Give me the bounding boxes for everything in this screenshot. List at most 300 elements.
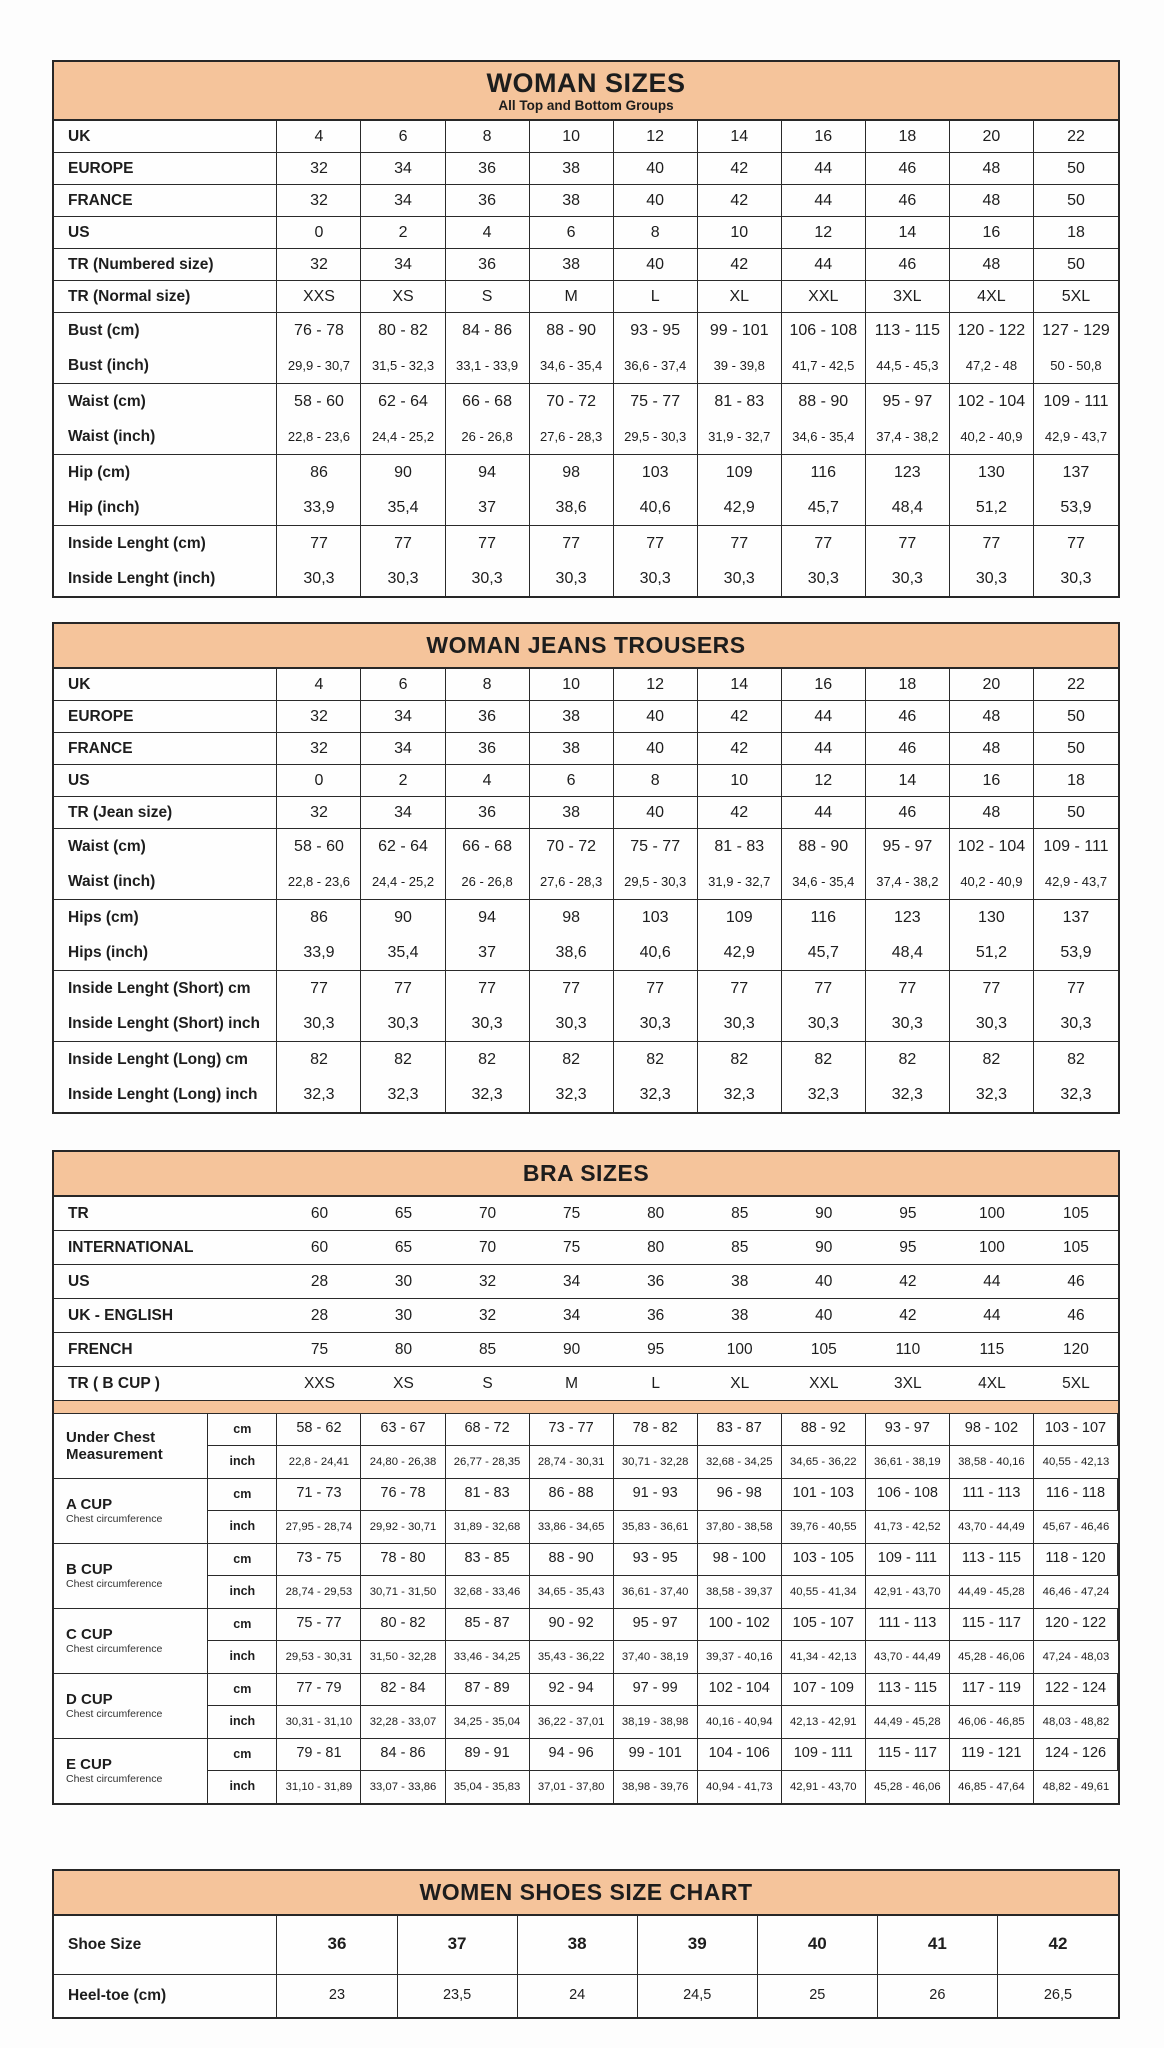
size-value: 109 - 111 [1043, 837, 1109, 855]
size-value: 40 [614, 797, 698, 828]
size-value: 38 [530, 249, 614, 280]
inch-value: 40,55 - 41,34 [782, 1576, 866, 1608]
size-value: 109 - 111 [1043, 393, 1109, 411]
inch-value: 31,10 - 31,89 [277, 1771, 361, 1803]
size-row [54, 217, 1118, 248]
size-value: 39 - 39,8 [698, 348, 782, 383]
size-value: XXS [277, 281, 361, 312]
size-value: 10 [698, 765, 782, 796]
size-value: 77 [277, 971, 361, 1006]
row-group [54, 829, 1118, 900]
size-value: 95 [899, 1204, 917, 1222]
cm-value: 116 - 118 [1034, 1479, 1118, 1511]
inch-value: 32,28 - 33,07 [361, 1706, 445, 1738]
measurement-label [54, 1414, 208, 1478]
size-value: 30,3 [782, 1006, 866, 1041]
size-value: 77 [698, 971, 782, 1006]
size-row [54, 935, 1118, 970]
table-woman-jeans-trousers [52, 622, 1120, 1114]
row-group [54, 1916, 1118, 1975]
size-value: 99 - 101 [698, 313, 782, 348]
size-value: 103 [614, 900, 698, 935]
row-group [54, 701, 1118, 733]
size-value: 33,9 [277, 490, 361, 525]
row-group [54, 153, 1118, 185]
size-value: 33,9 [277, 935, 361, 970]
size-value: 30,3 [866, 1006, 950, 1041]
size-value: 82 [1067, 1050, 1085, 1068]
cm-value: 117 - 119 [950, 1674, 1034, 1706]
measurement-label [54, 1479, 208, 1543]
size-value: 66 - 68 [446, 829, 530, 864]
size-value: 38 [731, 1306, 749, 1324]
size-value: 86 [277, 455, 361, 490]
size-value: 16 [950, 765, 1034, 796]
size-value: 77 [866, 971, 950, 1006]
size-value: 45,7 [782, 490, 866, 525]
size-value: 14 [866, 217, 950, 248]
inch-value: 37,80 - 38,58 [698, 1511, 782, 1543]
size-value: 80 [647, 1238, 665, 1256]
size-value: 24,4 - 25,2 [361, 864, 445, 899]
size-value: 62 - 64 [361, 384, 445, 419]
measurement-name: B CUP [66, 1561, 113, 1579]
size-value: 32,3 [866, 1077, 950, 1112]
unit-inch-label: inch [208, 1771, 277, 1803]
cm-value: 73 - 77 [530, 1414, 614, 1446]
size-value: 77 [361, 971, 445, 1006]
cm-value: 109 - 111 [866, 1544, 950, 1576]
inch-value: 42,13 - 42,91 [782, 1706, 866, 1738]
inch-value: 30,71 - 31,50 [361, 1576, 445, 1608]
size-value: 37,4 - 38,2 [866, 419, 950, 454]
row-label: US [68, 1272, 90, 1290]
inch-value: 38,98 - 39,76 [614, 1771, 698, 1803]
row-group [54, 281, 1118, 313]
size-value: 32,3 [1060, 1085, 1092, 1103]
size-value: 70 [478, 1238, 497, 1256]
row-label: Bust (inch) [54, 348, 277, 383]
cm-value: 104 - 106 [698, 1739, 782, 1771]
inch-value: 28,74 - 29,53 [277, 1576, 361, 1608]
row-label: EUROPE [54, 701, 277, 732]
size-value: 30,3 [950, 561, 1034, 596]
size-value: 32,3 [950, 1077, 1034, 1112]
size-value: 36 [647, 1272, 665, 1290]
size-value: 75 - 77 [614, 829, 698, 864]
row-group [54, 971, 1118, 1042]
size-value: 90 [815, 1204, 833, 1222]
measurement-name: Under Chest Measurement [66, 1428, 163, 1463]
size-value: 30,3 [698, 1006, 782, 1041]
cm-value: 95 - 97 [614, 1609, 698, 1641]
row-label: TR (Jean size) [54, 797, 277, 828]
size-value: 40,2 - 40,9 [950, 864, 1034, 899]
size-value: 18 [866, 121, 950, 152]
size-value: 4XL [978, 1374, 1006, 1392]
size-value: 26 [878, 1975, 998, 2017]
size-value: 14 [866, 765, 950, 796]
size-value: XXS [303, 1374, 335, 1392]
size-value: 98 [530, 455, 614, 490]
size-value: 77 [277, 526, 361, 561]
size-value: 109 [698, 900, 782, 935]
inch-value: 35,43 - 36,22 [530, 1641, 614, 1673]
size-value: 48 [950, 733, 1034, 764]
size-value: 29,9 - 30,7 [277, 348, 361, 383]
size-value: 77 [698, 526, 782, 561]
size-value: 46 [1067, 1272, 1085, 1290]
inch-value: 31,89 - 32,68 [446, 1511, 530, 1543]
size-value: 35,4 [361, 935, 445, 970]
size-value: 37 [446, 490, 530, 525]
cm-value: 115 - 117 [866, 1739, 950, 1771]
size-value: 53,9 [1060, 499, 1092, 517]
bra-standard-row [54, 1231, 1118, 1265]
size-value: 28 [310, 1306, 329, 1324]
row-label: Waist (cm) [54, 384, 277, 419]
cm-value: 78 - 82 [614, 1414, 698, 1446]
size-value: 94 [446, 455, 530, 490]
row-label: TR (Numbered size) [54, 249, 277, 280]
size-value: 53,9 [1060, 943, 1092, 961]
size-value: 77 [950, 971, 1034, 1006]
inch-value: 33,86 - 34,65 [530, 1511, 614, 1543]
size-row [54, 121, 1118, 152]
row-label: TR (Normal size) [54, 281, 277, 312]
row-label: INTERNATIONAL [68, 1238, 194, 1256]
bra-header [54, 1152, 1118, 1197]
size-value: 137 [1062, 464, 1090, 482]
cm-value: 111 - 113 [866, 1609, 950, 1641]
size-value: 46 [866, 153, 950, 184]
size-value: 6 [530, 765, 614, 796]
size-value: 38 [731, 1272, 749, 1290]
unit-inch-label: inch [208, 1576, 277, 1608]
size-value: 24,5 [638, 1975, 758, 2017]
row-label: Inside Lenght (cm) [54, 526, 277, 561]
cm-value: 87 - 89 [446, 1674, 530, 1706]
row-label: TR ( B CUP ) [68, 1374, 160, 1392]
size-value: 109 [698, 455, 782, 490]
size-value: 40,6 [614, 935, 698, 970]
cm-value: 85 - 87 [446, 1609, 530, 1641]
size-value: 10 [698, 217, 782, 248]
size-value: 90 [563, 1340, 581, 1358]
size-row [54, 1006, 1118, 1041]
size-value: 90 [361, 900, 445, 935]
bra-body [54, 1197, 1118, 1803]
size-value: 34,6 - 35,4 [530, 348, 614, 383]
row-group [54, 797, 1118, 829]
size-value: 42 [698, 153, 782, 184]
size-value: 130 [950, 455, 1034, 490]
row-label: Hip (cm) [54, 455, 277, 490]
size-value: 42,9 - 43,7 [1044, 873, 1108, 889]
size-row [54, 864, 1118, 899]
inch-value: 24,80 - 26,38 [361, 1446, 445, 1478]
size-value: 77 [530, 971, 614, 1006]
inch-value: 40,55 - 42,13 [1042, 1455, 1110, 1468]
size-value: 77 [361, 526, 445, 561]
inch-value: 47,24 - 48,03 [1042, 1650, 1110, 1663]
row-group [54, 217, 1118, 249]
size-value: 88 - 90 [530, 313, 614, 348]
cm-value: 93 - 97 [866, 1414, 950, 1446]
size-value: 30 [394, 1272, 413, 1290]
size-value: 36 [446, 249, 530, 280]
inch-value: 36,61 - 37,40 [614, 1576, 698, 1608]
cm-value: 119 - 121 [950, 1739, 1034, 1771]
size-value: 40 [614, 249, 698, 280]
size-value: 51,2 [950, 490, 1034, 525]
size-value: 95 - 97 [866, 384, 950, 419]
size-value: 103 [614, 455, 698, 490]
size-value: 4 [446, 765, 530, 796]
row-label: Inside Lenght (Long) inch [54, 1077, 277, 1112]
row-label: TR [68, 1204, 89, 1222]
size-value: 58 - 60 [277, 829, 361, 864]
section-separator [54, 1401, 1118, 1414]
size-value: 5XL [1062, 1374, 1090, 1392]
size-value: 48 [950, 249, 1034, 280]
size-value: 40,6 [614, 490, 698, 525]
size-value: 80 - 82 [361, 313, 445, 348]
measurement-name: D CUP [66, 1691, 113, 1709]
woman-sizes-body [54, 121, 1118, 596]
inch-value: 29,53 - 30,31 [277, 1641, 361, 1673]
inch-value: 43,70 - 44,49 [950, 1511, 1034, 1543]
row-label: FRANCE [54, 185, 277, 216]
cm-value: 101 - 103 [782, 1479, 866, 1511]
size-value: 27,6 - 28,3 [530, 419, 614, 454]
measurement-groups [54, 1414, 1118, 1803]
cm-value: 113 - 115 [950, 1544, 1034, 1576]
size-value: 90 [361, 455, 445, 490]
size-value: 34 [361, 185, 445, 216]
size-value: 38 [530, 185, 614, 216]
size-value: 30,3 [1060, 570, 1092, 588]
inch-value: 40,16 - 40,94 [698, 1706, 782, 1738]
size-row [54, 669, 1118, 700]
size-value: 36 [446, 185, 530, 216]
shoes-header [54, 1871, 1118, 1916]
size-value: 22 [1067, 675, 1085, 693]
size-value: 30,3 [530, 561, 614, 596]
cm-value: 100 - 102 [698, 1609, 782, 1641]
cm-value: 96 - 98 [698, 1479, 782, 1511]
size-value: 23,5 [398, 1975, 518, 2017]
size-value: 50 [1067, 803, 1085, 821]
cm-value: 89 - 91 [446, 1739, 530, 1771]
size-value: 40 [815, 1272, 833, 1290]
size-value: 48,4 [866, 935, 950, 970]
size-value: 30,3 [698, 561, 782, 596]
row-label: UK - ENGLISH [68, 1306, 174, 1324]
size-value: 82 [277, 1042, 361, 1077]
size-value: 34,6 - 35,4 [782, 864, 866, 899]
size-value: 44,5 - 45,3 [866, 348, 950, 383]
cm-value: 76 - 78 [361, 1479, 445, 1511]
size-value: 127 - 129 [1042, 322, 1110, 340]
cm-value: 120 - 122 [1034, 1609, 1118, 1641]
size-value: 82 [782, 1042, 866, 1077]
size-value: 32 [277, 797, 361, 828]
size-value: 76 - 78 [277, 313, 361, 348]
size-value: 42,9 [698, 935, 782, 970]
size-value: 82 [698, 1042, 782, 1077]
size-value: 42,9 - 43,7 [1044, 428, 1108, 444]
measurement-group [54, 1544, 1118, 1609]
cm-value: 58 - 62 [277, 1414, 361, 1446]
size-value: 82 [950, 1042, 1034, 1077]
size-value: 4 [446, 217, 530, 248]
size-value: 5XL [1061, 288, 1091, 306]
measurement-group [54, 1674, 1118, 1739]
size-value: 44 [782, 733, 866, 764]
cm-value: 111 - 113 [950, 1479, 1034, 1511]
size-value: 38 [530, 153, 614, 184]
unit-cm-label: cm [208, 1609, 277, 1641]
row-label: Hips (inch) [54, 935, 277, 970]
inch-value: 44,49 - 45,28 [950, 1576, 1034, 1608]
row-label: EUROPE [54, 153, 277, 184]
cm-value: 83 - 85 [446, 1544, 530, 1576]
size-value: 44 [782, 797, 866, 828]
size-value: 46 [866, 733, 950, 764]
size-value: 25 [758, 1975, 878, 2017]
size-value: 102 - 104 [950, 384, 1034, 419]
size-value: 30,3 [530, 1006, 614, 1041]
size-value: 95 [899, 1238, 917, 1256]
size-value: L [651, 1374, 660, 1392]
bra-standard-row [54, 1333, 1118, 1367]
unit-cm-label: cm [208, 1674, 277, 1706]
size-value: 37 [398, 1916, 518, 1974]
row-group [54, 669, 1118, 701]
size-value: 116 [782, 900, 866, 935]
size-value: 0 [277, 765, 361, 796]
jeans-header [54, 624, 1118, 669]
size-value: 32,3 [698, 1077, 782, 1112]
measurement-label [54, 1739, 208, 1803]
size-value: 82 [530, 1042, 614, 1077]
size-value: 24 [518, 1975, 638, 2017]
inch-value: 37,01 - 37,80 [530, 1771, 614, 1803]
inch-value: 37,40 - 38,19 [614, 1641, 698, 1673]
cm-value: 115 - 117 [950, 1609, 1034, 1641]
unit-cm-label: cm [208, 1544, 277, 1576]
size-value: 30,3 [277, 561, 361, 596]
size-value: 37,4 - 38,2 [866, 864, 950, 899]
size-row [54, 281, 1118, 312]
size-row [54, 971, 1118, 1006]
size-value: 32,3 [614, 1077, 698, 1112]
size-value: 33,1 - 33,9 [446, 348, 530, 383]
size-value: 38 [530, 701, 614, 732]
size-value: 34 [563, 1272, 581, 1290]
cm-value: 83 - 87 [698, 1414, 782, 1446]
size-value: 18 [1067, 771, 1085, 789]
size-value: 30,3 [614, 1006, 698, 1041]
size-row [54, 1975, 1118, 2017]
inch-value: 28,74 - 30,31 [530, 1446, 614, 1478]
jeans-body [54, 669, 1118, 1112]
size-value: 31,9 - 32,7 [698, 419, 782, 454]
inch-value: 44,49 - 45,28 [866, 1706, 950, 1738]
cm-value: 105 - 107 [782, 1609, 866, 1641]
size-row [54, 1077, 1118, 1112]
size-value: 6 [361, 669, 445, 700]
size-value: 48 [950, 797, 1034, 828]
size-value: 77 [446, 526, 530, 561]
size-value: 26 - 26,8 [446, 864, 530, 899]
size-value: 20 [950, 121, 1034, 152]
size-value: 38 [530, 797, 614, 828]
row-group [54, 1042, 1118, 1112]
size-value: 4 [277, 121, 361, 152]
inch-value: 46,46 - 47,24 [1042, 1585, 1110, 1598]
cm-value: 98 - 100 [698, 1544, 782, 1576]
inch-value: 38,19 - 38,98 [614, 1706, 698, 1738]
size-value: 77 [614, 971, 698, 1006]
cm-value: 94 - 96 [530, 1739, 614, 1771]
size-row [54, 153, 1118, 184]
size-row [54, 313, 1118, 348]
cm-value: 82 - 84 [361, 1674, 445, 1706]
row-label: Inside Lenght (inch) [54, 561, 277, 596]
size-value: 31,9 - 32,7 [698, 864, 782, 899]
size-value: 32,3 [446, 1077, 530, 1112]
size-value: 88 - 90 [782, 384, 866, 419]
size-value: 44 [782, 701, 866, 732]
measurement-label [54, 1609, 208, 1673]
size-value: 60 [310, 1204, 329, 1222]
size-value: 30,3 [446, 561, 530, 596]
inch-value: 34,65 - 36,22 [782, 1446, 866, 1478]
size-value: 44 [782, 153, 866, 184]
size-value: 32 [277, 701, 361, 732]
size-value: 44 [983, 1272, 1001, 1290]
size-value: 95 - 97 [866, 829, 950, 864]
size-value: 75 [563, 1238, 581, 1256]
woman-sizes-title: WOMAN SIZES [486, 68, 686, 98]
size-value: 70 - 72 [530, 384, 614, 419]
size-value: 16 [782, 669, 866, 700]
unit-cm-label: cm [208, 1739, 277, 1771]
row-label: Bust (cm) [54, 313, 277, 348]
cm-value: 107 - 109 [782, 1674, 866, 1706]
size-value: 82 [614, 1042, 698, 1077]
size-row [54, 249, 1118, 280]
size-value: 80 [647, 1204, 665, 1222]
size-value: 32 [277, 249, 361, 280]
size-value: 10 [530, 121, 614, 152]
size-value: M [530, 281, 614, 312]
size-value: 50 [1067, 739, 1085, 757]
size-value: 48 [950, 701, 1034, 732]
size-value: 75 [310, 1340, 329, 1358]
size-value: 94 [446, 900, 530, 935]
size-value: 42 [1048, 1934, 1068, 1954]
measurement-sublabel: Chest circumference [66, 1643, 163, 1656]
size-value: 36 [446, 153, 530, 184]
size-row [54, 733, 1118, 764]
size-row [54, 797, 1118, 828]
row-label: Waist (inch) [54, 419, 277, 454]
size-value: 137 [1062, 908, 1090, 926]
size-value: 115 [979, 1340, 1005, 1358]
